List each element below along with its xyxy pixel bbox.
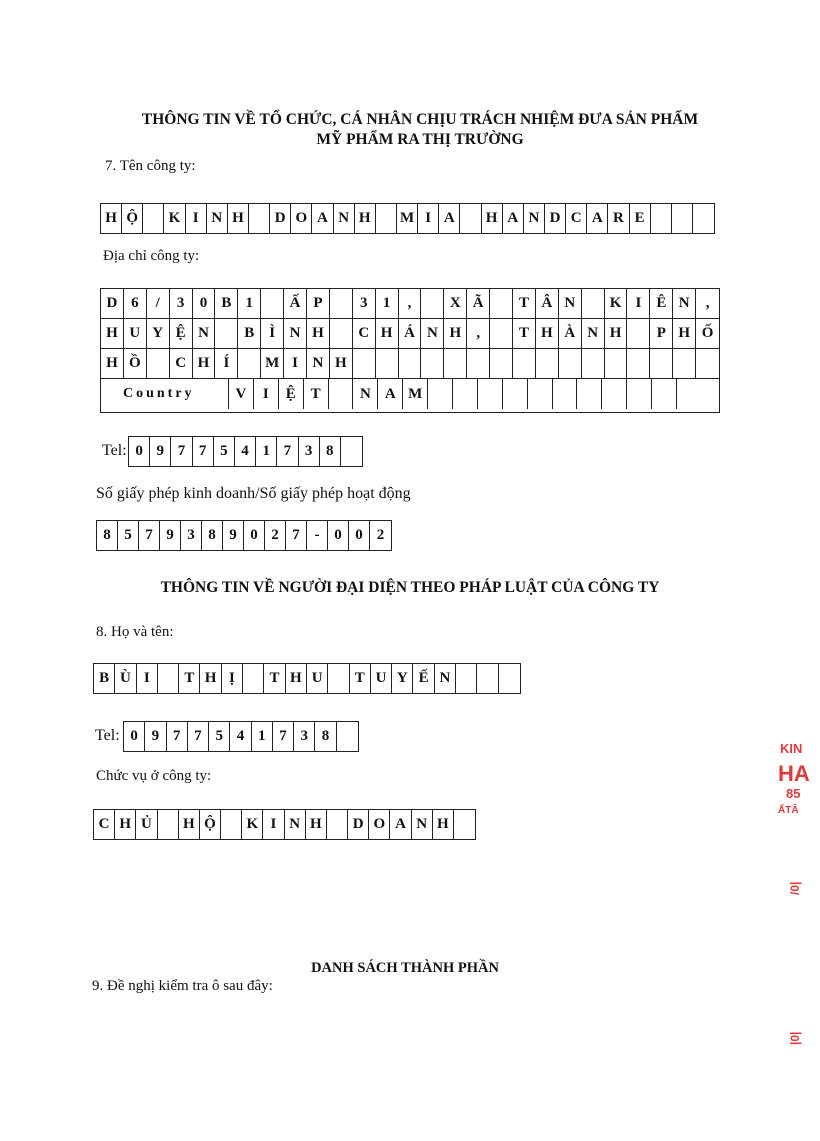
char-box: , xyxy=(705,295,710,311)
char-box: H xyxy=(286,664,307,693)
company-tel-boxes xyxy=(128,436,363,467)
char-box xyxy=(677,379,702,409)
char-box: 6 xyxy=(124,289,147,318)
char-box: 2 xyxy=(376,527,385,543)
char-box xyxy=(477,664,498,693)
char-box: , xyxy=(399,289,422,318)
char-box: 7 xyxy=(273,722,294,751)
char-box: 5 xyxy=(214,437,235,466)
char-box: Ê xyxy=(650,289,673,318)
char-box: N xyxy=(284,319,307,348)
char-box: Ệ xyxy=(279,379,304,409)
license-number-boxes xyxy=(96,520,392,551)
char-box: H xyxy=(115,810,136,839)
char-box xyxy=(330,319,353,348)
char-box xyxy=(143,204,164,233)
char-box: B xyxy=(215,289,238,318)
char-box: X xyxy=(444,289,467,318)
char-box xyxy=(330,289,353,318)
char-box: H xyxy=(193,349,216,378)
representative-section-title: THÔNG TIN VỀ NGƯỜI ĐẠI DIỆN THEO PHÁP LUẬT CỦA CÔNG TY xyxy=(160,579,660,596)
char-box: A xyxy=(439,204,460,233)
char-box xyxy=(652,379,677,409)
stamp-fragment: KIN xyxy=(780,741,803,756)
char-box xyxy=(582,349,605,378)
char-box: H xyxy=(228,204,249,233)
char-box: 1 xyxy=(376,289,399,318)
char-box xyxy=(261,289,284,318)
char-box: I xyxy=(263,810,284,839)
char-box xyxy=(238,349,261,378)
char-box xyxy=(478,379,503,409)
char-box: H xyxy=(330,349,353,378)
char-box: 8 xyxy=(97,521,118,550)
char-box: 3 xyxy=(353,289,376,318)
company-tel-label: Tel: xyxy=(102,442,127,459)
char-box: I xyxy=(186,204,207,233)
char-box xyxy=(490,319,513,348)
char-box: H xyxy=(673,319,696,348)
stamp-fragment: |0| xyxy=(788,1031,802,1045)
representative-name-boxes xyxy=(93,663,521,694)
char-box xyxy=(147,349,170,378)
char-box: O xyxy=(369,810,390,839)
char-box: Â xyxy=(536,289,559,318)
char-box: H xyxy=(376,319,399,348)
char-box: A xyxy=(312,204,333,233)
char-box: 1 xyxy=(238,289,261,318)
char-box: I xyxy=(418,204,439,233)
char-box xyxy=(328,664,349,693)
char-box: U xyxy=(307,664,328,693)
char-box xyxy=(456,664,477,693)
char-box: H xyxy=(605,319,628,348)
section-title-line1: THÔNG TIN VỀ TỔ CHỨC, CÁ NHÂN CHỊU TRÁCH NHIỆM ĐƯA SẢN PHẨM xyxy=(141,111,699,128)
char-box: D xyxy=(101,289,124,318)
char-box xyxy=(499,664,520,693)
char-box xyxy=(329,379,354,409)
char-box: 0 xyxy=(244,521,265,550)
char-box xyxy=(602,379,627,409)
char-box xyxy=(627,379,652,409)
char-box: H xyxy=(101,319,124,348)
char-box: 7 xyxy=(167,722,188,751)
char-box: N xyxy=(435,664,456,693)
char-box: K xyxy=(164,204,185,233)
char-box xyxy=(421,289,444,318)
company-name-boxes xyxy=(100,203,715,234)
char-box: N xyxy=(582,319,605,348)
char-box xyxy=(651,204,672,233)
char-box: I xyxy=(284,349,307,378)
char-box xyxy=(693,204,714,233)
char-box: H xyxy=(482,204,503,233)
char-box: M xyxy=(397,204,418,233)
char-box: M xyxy=(261,349,284,378)
char-box: V xyxy=(229,379,254,409)
char-box: 4 xyxy=(230,722,251,751)
char-box xyxy=(553,379,578,409)
char-box: 0 xyxy=(349,521,370,550)
stamp-fragment: HA xyxy=(778,761,810,786)
char-box: H xyxy=(307,319,330,348)
char-box: 5 xyxy=(209,722,230,751)
stamp-fragment: ẤTÂ xyxy=(778,805,799,816)
char-box xyxy=(460,204,481,233)
char-box: Ù xyxy=(115,664,136,693)
char-box: K xyxy=(605,289,628,318)
char-box: 3 xyxy=(170,289,193,318)
char-box: T xyxy=(350,664,371,693)
char-box: 0 xyxy=(129,437,150,466)
char-box: Ộ xyxy=(200,810,221,839)
char-box: Ố xyxy=(701,325,714,341)
char-box: 9 xyxy=(150,437,171,466)
char-box xyxy=(696,349,719,378)
company-name-label: 7. Tên công ty: xyxy=(105,158,196,174)
char-box: T xyxy=(179,664,200,693)
char-box: C xyxy=(566,204,587,233)
char-box: H xyxy=(306,810,327,839)
char-box: 9 xyxy=(160,521,181,550)
char-box: E xyxy=(630,204,651,233)
char-box xyxy=(221,810,242,839)
char-box: Á xyxy=(399,319,422,348)
section-title-line2: MỸ PHẨM RA THỊ TRƯỜNG xyxy=(316,131,524,148)
char-box: P xyxy=(650,319,673,348)
char-box xyxy=(503,379,528,409)
char-box: 8 xyxy=(202,521,223,550)
char-box xyxy=(453,379,478,409)
char-box xyxy=(582,289,605,318)
address-line-2 xyxy=(101,319,719,349)
char-box xyxy=(513,349,536,378)
char-box: / xyxy=(147,289,170,318)
char-box: M xyxy=(403,379,428,409)
char-box: Y xyxy=(392,664,413,693)
company-address-grid xyxy=(100,288,720,413)
char-box: 1 xyxy=(256,437,277,466)
char-box xyxy=(327,810,348,839)
char-box xyxy=(490,289,513,318)
char-box xyxy=(627,349,650,378)
company-address-label: Địa chỉ công ty: xyxy=(103,248,200,264)
char-box: À xyxy=(559,319,582,348)
char-box: 0 xyxy=(193,289,216,318)
char-box xyxy=(673,349,696,378)
license-label: Số giấy phép kinh doanh/Số giấy phép hoạt động xyxy=(96,485,411,502)
address-country-line xyxy=(101,379,719,409)
char-box: I xyxy=(254,379,279,409)
country-label: Country xyxy=(101,379,229,409)
char-box xyxy=(444,349,467,378)
char-box: D xyxy=(348,810,369,839)
char-box: K xyxy=(242,810,263,839)
char-box: I xyxy=(627,289,650,318)
char-box xyxy=(376,349,399,378)
char-box: H xyxy=(433,810,454,839)
char-box: 7 xyxy=(277,437,298,466)
char-box xyxy=(559,349,582,378)
char-box xyxy=(490,349,513,378)
representative-tel-label: Tel: xyxy=(95,727,120,744)
char-box: N xyxy=(673,289,696,318)
char-box: N xyxy=(207,204,228,233)
char-box: H xyxy=(200,664,221,693)
char-box: U xyxy=(371,664,392,693)
char-box xyxy=(467,349,490,378)
char-box: 8 xyxy=(320,437,341,466)
char-box: 0 xyxy=(328,521,349,550)
char-box: N xyxy=(334,204,355,233)
char-box: Ệ xyxy=(170,319,193,348)
char-box: 3 xyxy=(181,521,202,550)
char-box: 7 xyxy=(286,521,307,550)
char-box: H xyxy=(101,349,124,378)
char-box: U xyxy=(124,319,147,348)
char-box: T xyxy=(304,379,329,409)
char-box: Y xyxy=(147,319,170,348)
char-box: D xyxy=(545,204,566,233)
char-box: R xyxy=(608,204,629,233)
char-box: 9 xyxy=(145,722,166,751)
char-box: N xyxy=(524,204,545,233)
representative-tel-boxes xyxy=(123,721,359,752)
char-box: T xyxy=(264,664,285,693)
char-box xyxy=(399,349,422,378)
char-box: Ế xyxy=(413,664,434,693)
char-box: 9 xyxy=(223,521,244,550)
char-box: I xyxy=(137,664,158,693)
char-box xyxy=(650,349,673,378)
char-box: 7 xyxy=(171,437,192,466)
char-box: N xyxy=(285,810,306,839)
char-box: O xyxy=(291,204,312,233)
ingredients-instruction: 9. Đề nghị kiểm tra ô sau đây: xyxy=(92,978,273,994)
char-box: 8 xyxy=(315,722,336,751)
char-box: N xyxy=(353,379,378,409)
char-box: T xyxy=(513,289,536,318)
char-box: 7 xyxy=(188,722,209,751)
representative-name-label: 8. Họ và tên: xyxy=(96,624,174,640)
char-box: C xyxy=(353,319,376,348)
char-box: H xyxy=(444,319,467,348)
char-box: N xyxy=(559,289,582,318)
char-box: 5 xyxy=(118,521,139,550)
char-box: 3 xyxy=(294,722,315,751)
char-box: N xyxy=(193,319,216,348)
char-box: Ấ xyxy=(284,289,307,318)
char-box xyxy=(528,379,553,409)
char-box: D xyxy=(270,204,291,233)
char-box: P xyxy=(307,289,330,318)
char-box xyxy=(536,349,559,378)
char-box: H xyxy=(101,204,122,233)
char-box: T xyxy=(513,319,536,348)
char-box: H xyxy=(355,204,376,233)
char-box: A xyxy=(587,204,608,233)
char-box: B xyxy=(94,664,115,693)
char-box: 1 xyxy=(252,722,273,751)
char-box xyxy=(577,379,602,409)
char-box: H xyxy=(536,319,559,348)
position-boxes xyxy=(93,809,476,840)
address-line-3 xyxy=(101,349,719,379)
char-box xyxy=(605,349,628,378)
char-box xyxy=(353,349,376,378)
char-box: 2 xyxy=(265,521,286,550)
address-line-1 xyxy=(101,289,719,319)
char-box: 7 xyxy=(193,437,214,466)
char-box: A xyxy=(503,204,524,233)
char-box: , xyxy=(467,319,490,348)
char-box xyxy=(158,810,179,839)
char-box xyxy=(337,722,358,751)
char-box xyxy=(243,664,264,693)
char-box: A xyxy=(390,810,411,839)
char-box: C xyxy=(94,810,115,839)
char-box: N xyxy=(307,349,330,378)
char-box: A xyxy=(378,379,403,409)
char-box xyxy=(672,204,693,233)
char-box: Ộ xyxy=(122,204,143,233)
char-box xyxy=(158,664,179,693)
char-box xyxy=(421,349,444,378)
char-box: B xyxy=(238,319,261,348)
char-box: C xyxy=(170,349,193,378)
stamp-fragment: /0| xyxy=(788,881,802,895)
char-box: Í xyxy=(215,349,238,378)
char-box xyxy=(428,379,453,409)
ingredients-title: DANH SÁCH THÀNH PHẦN xyxy=(311,960,499,976)
char-box xyxy=(249,204,270,233)
char-box: N xyxy=(421,319,444,348)
char-box xyxy=(341,437,362,466)
char-box: Ồ xyxy=(124,349,147,378)
stamp-fragment: 85 xyxy=(786,786,801,801)
char-box xyxy=(215,319,238,348)
char-box: Ã xyxy=(467,289,490,318)
char-box: 7 xyxy=(139,521,160,550)
char-box: Ị xyxy=(222,664,243,693)
char-box: N xyxy=(412,810,433,839)
char-box xyxy=(627,319,650,348)
char-box: Ì xyxy=(261,319,284,348)
char-box: H xyxy=(179,810,200,839)
char-box: 4 xyxy=(235,437,256,466)
char-box: Ủ xyxy=(136,810,157,839)
position-label: Chức vụ ở công ty: xyxy=(96,768,212,784)
char-box: 0 xyxy=(124,722,145,751)
char-box xyxy=(376,204,397,233)
char-box: 3 xyxy=(299,437,320,466)
char-box: - xyxy=(307,521,328,550)
char-box xyxy=(454,810,475,839)
